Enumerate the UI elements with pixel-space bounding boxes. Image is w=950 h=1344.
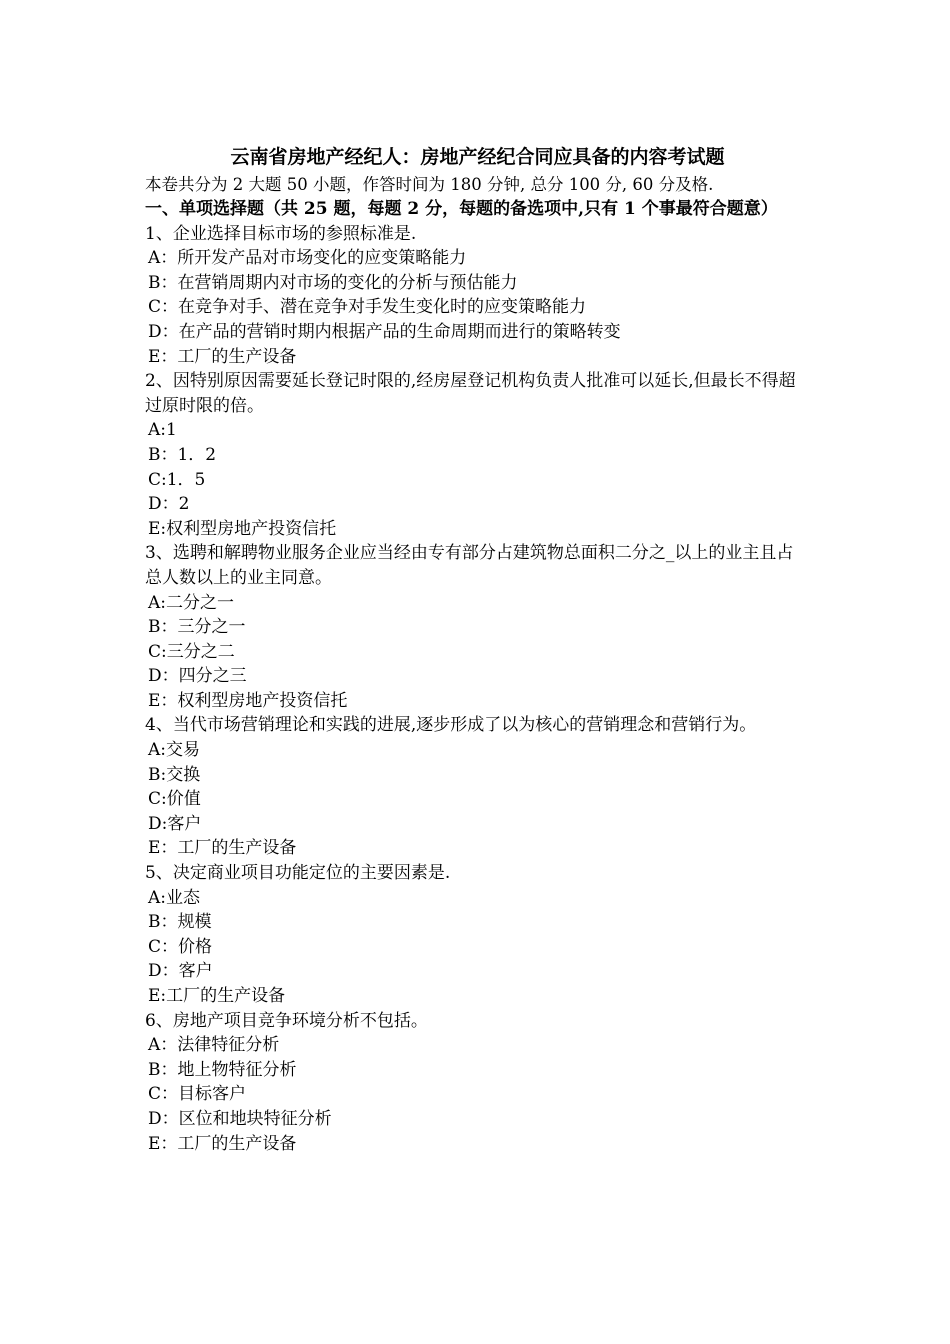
question-block [145,369,810,541]
option-b: B：规模 [148,912,212,933]
option-d: D：2 [148,494,190,515]
question-block [145,713,810,861]
option-c: C：在竞争对手、潜在竞争对手发生变化时的应变策略能力 [148,297,587,318]
option-c: C:三分之二 [148,641,235,662]
question-text: 3、选聘和解聘物业服务企业应当经由专有部分占建筑物总面积二分之_以上的业主且占总人数以上的业主同意。 [145,543,794,588]
question-text: 1、企业选择目标市场的参照标准是. [145,223,417,244]
option-e: E：权利型房地产投资信托 [148,690,348,711]
option-a: A：法律特征分析 [148,1035,280,1056]
option-d: D：区位和地块特征分析 [148,1108,332,1129]
document-body [145,143,810,1156]
option-e: E：工厂的生产设备 [148,838,297,859]
option-c: C：目标客户 [148,1084,247,1105]
question-text: 2、因特别原因需要延长登记时限的,经房屋登记机构负责人批准可以延长,但最长不得超过原时限的倍。 [145,371,796,416]
option-a: A:二分之一 [148,592,235,613]
question-text: 5、决定商业项目功能定位的主要因素是. [145,863,451,884]
option-b: B：三分之一 [148,617,246,638]
question-text: 6、房地产项目竞争环境分析不包括。 [145,1010,428,1031]
option-d: D:客户 [148,813,202,834]
option-a: A:交易 [148,740,201,761]
option-c: C:1．5 [148,469,206,490]
question-block [145,1009,810,1157]
option-e: E：工厂的生产设备 [148,346,297,367]
option-b: B：地上物特征分析 [148,1059,297,1080]
option-d: D：客户 [148,961,213,982]
question-block [145,222,810,370]
document-title: 云南省房地产经纪人：房地产经纪合同应具备的内容考试题 [230,146,725,168]
option-a: A：所开发产品对市场变化的应变策略能力 [148,248,467,269]
question-block [145,541,810,713]
option-e: E：工厂的生产设备 [148,1133,297,1154]
option-a: A:业态 [148,887,201,908]
option-c: C:价值 [148,789,201,810]
option-e: E:工厂的生产设备 [148,986,286,1006]
section-heading: 一、单项选择题（共 25 题，每题 2 分，每题的备选项中,只有 1 个事最符合题意） [145,199,778,219]
option-c: C：价格 [148,936,213,957]
option-d: D：四分之三 [148,666,247,687]
question-block [145,861,810,1009]
question-text: 4、当代市场营销理论和实践的进展,逐步形成了以为核心的营销理念和营销行为。 [145,715,757,736]
option-a: A:1 [148,420,177,441]
option-b: B：1．2 [148,444,217,465]
option-b: B：在营销周期内对市场的变化的分析与预估能力 [148,272,518,293]
exam-intro: 本卷共分为 2 大题 50 小题，作答时间为 180 分钟, 总分 100 分, 60 分及格. [145,175,714,194]
option-d: D：在产品的营销时期内根据产品的生命周期而进行的策略转变 [148,321,621,342]
option-e: E:权利型房地产投资信托 [148,518,337,539]
option-b: B:交换 [148,764,201,785]
